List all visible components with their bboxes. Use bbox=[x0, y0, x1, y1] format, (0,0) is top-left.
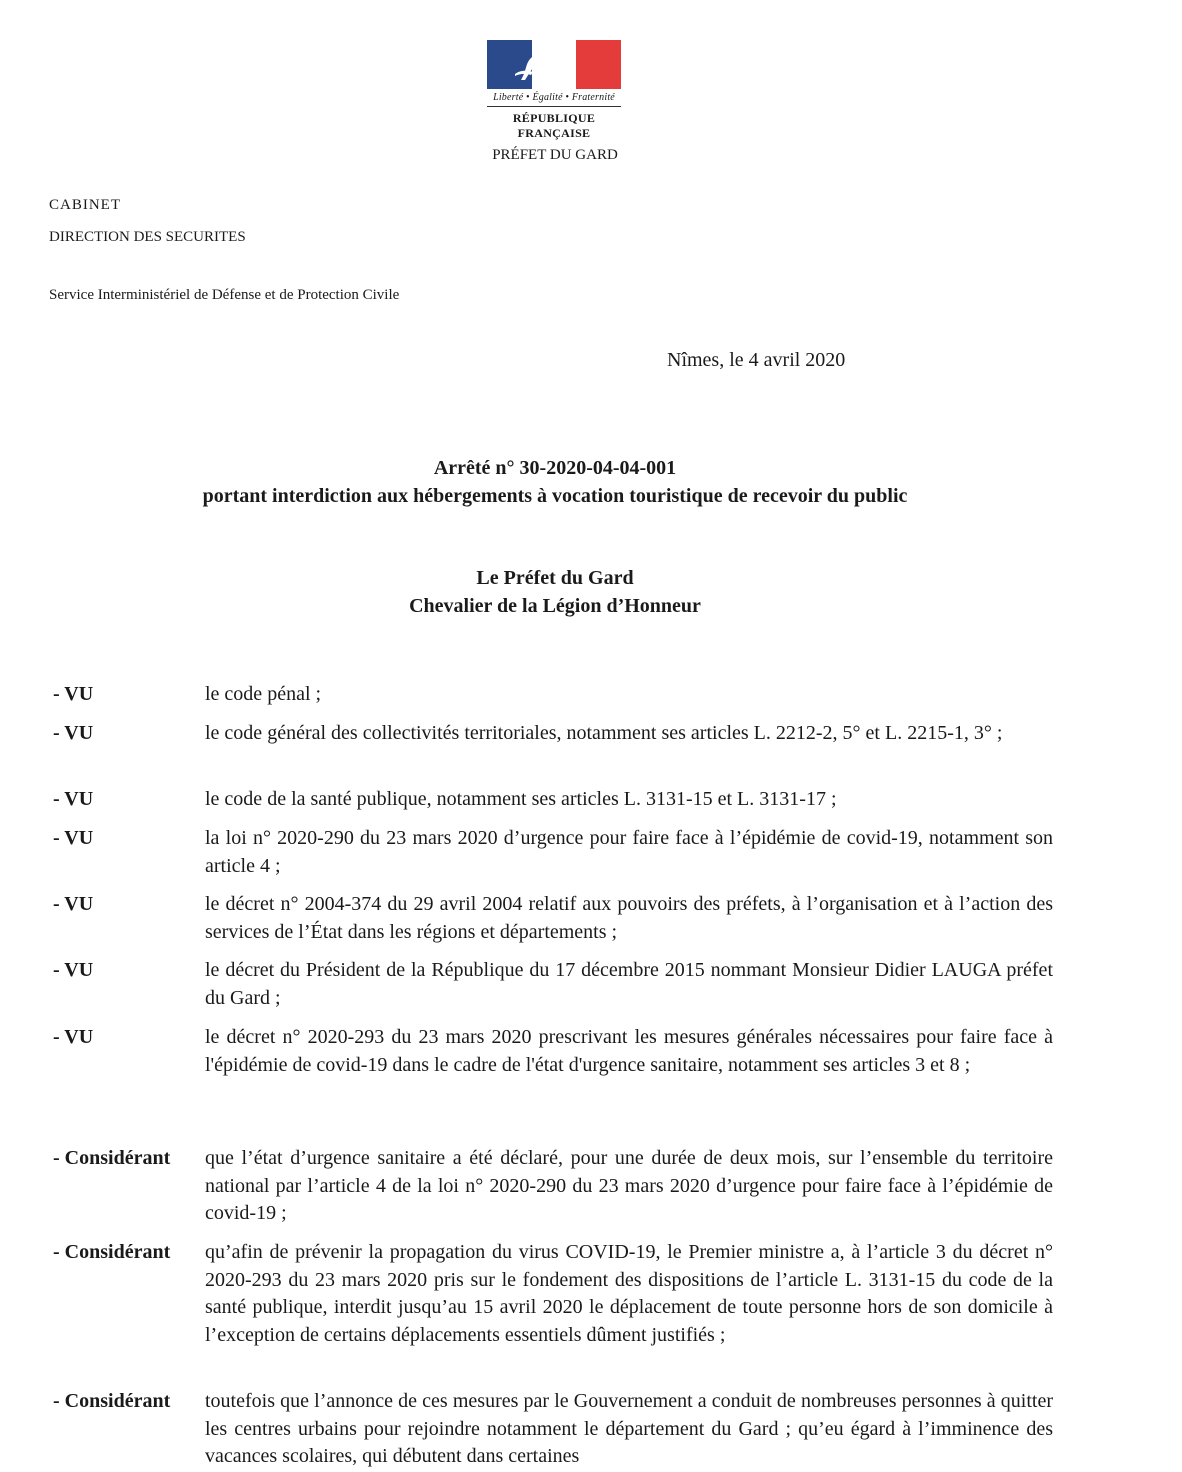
considerant-text: toutefois que l’annonce de ces mesures par le Gouvernement a conduit de nombreuses personnes à quitter les centres urbains pour rejoindre notamment le département du Gard ; qu’eu égard à l’imminence des vacances scolaires, qui débutent dans certaines bbox=[205, 1390, 1053, 1467]
direction-label: DIRECTION DES SECURITES bbox=[49, 229, 246, 245]
vu-label: - VU bbox=[53, 1026, 94, 1048]
considerant-text: que l’état d’urgence sanitaire a été déclaré, pour une durée de deux mois, sur l’ensemble du territoire national par l’article 4 de la loi n° 2020-290 du 23 mars 2020 d’urgence pour faire face à l’épidémie de covid-19 ; bbox=[205, 1147, 1053, 1224]
vu-text: le code pénal ; bbox=[205, 683, 322, 705]
arrete-number: Arrêté n° 30-2020-04-04-001 bbox=[433, 457, 677, 479]
marianne-profile-icon bbox=[501, 40, 591, 89]
vu-text: le décret n° 2020-293 du 23 mars 2020 prescrivant les mesures générales nécessaires pour faire face à l'épidémie de covid-19 dans le cadre de l'état d'urgence sanitaire, notamment ses articles 3 et 8 ; bbox=[205, 1026, 1053, 1076]
considerant-label: - Considérant bbox=[53, 1241, 171, 1263]
authority-line-2: Chevalier de la Légion d’Honneur bbox=[409, 595, 701, 617]
cabinet-label: CABINET bbox=[49, 197, 121, 213]
vu-text: la loi n° 2020-290 du 23 mars 2020 d’urgence pour faire face à l’épidémie de covid-19, notamment son article 4 ; bbox=[205, 827, 1053, 877]
vu-label: - VU bbox=[53, 683, 94, 705]
authority-line-1: Le Préfet du Gard bbox=[476, 567, 634, 589]
motto: Liberté • Égalité • Fraternité bbox=[493, 92, 615, 103]
vu-text: le code général des collectivités territoriales, notamment ses articles L. 2212-2, 5° et L. 2215-1, 3° ; bbox=[205, 722, 1003, 744]
document-date: Nîmes, le 4 avril 2020 bbox=[667, 349, 846, 371]
arrete-subject: portant interdiction aux hébergements à vocation touristique de recevoir du public bbox=[202, 485, 908, 507]
prefet-du-gard: PRÉFET DU GARD bbox=[492, 147, 618, 163]
vu-label: - VU bbox=[53, 959, 94, 981]
vu-label: - VU bbox=[53, 827, 94, 849]
considerant-label: - Considérant bbox=[53, 1390, 171, 1412]
republique-logo bbox=[487, 40, 621, 141]
vu-label: - VU bbox=[53, 893, 94, 915]
service-label: Service Interministériel de Défense et de Protection Civile bbox=[49, 287, 400, 303]
vu-text: le décret n° 2004-374 du 29 avril 2004 relatif aux pouvoirs des préfets, à l’organisation et à l’action des services de l’État dans les régions et départements ; bbox=[205, 893, 1053, 943]
republique-francaise: RÉPUBLIQUE FRANÇAISE bbox=[512, 111, 596, 140]
considerant-label: - Considérant bbox=[53, 1147, 171, 1169]
vu-label: - VU bbox=[53, 788, 94, 810]
vu-text: le code de la santé publique, notamment ses articles L. 3131-15 et L. 3131-17 ; bbox=[205, 788, 837, 810]
vu-text: le décret du Président de la République du 17 décembre 2015 nommant Monsieur Didier LAUGA préfet du Gard ; bbox=[205, 959, 1053, 1009]
vu-label: - VU bbox=[53, 722, 94, 744]
considerant-text: qu’afin de prévenir la propagation du virus COVID-19, le Premier ministre a, à l’article 3 du décret n° 2020-293 du 23 mars 2020 pris sur le fondement des dispositions de l’article L. 3131-15 du code de la santé publique, interdit jusqu’au 15 avril 2020 le déplacement de toute personne hors de son domicile à l’exception de certains déplacements essentiels dûment justifiés ; bbox=[205, 1241, 1053, 1346]
logo-divider bbox=[487, 106, 621, 107]
